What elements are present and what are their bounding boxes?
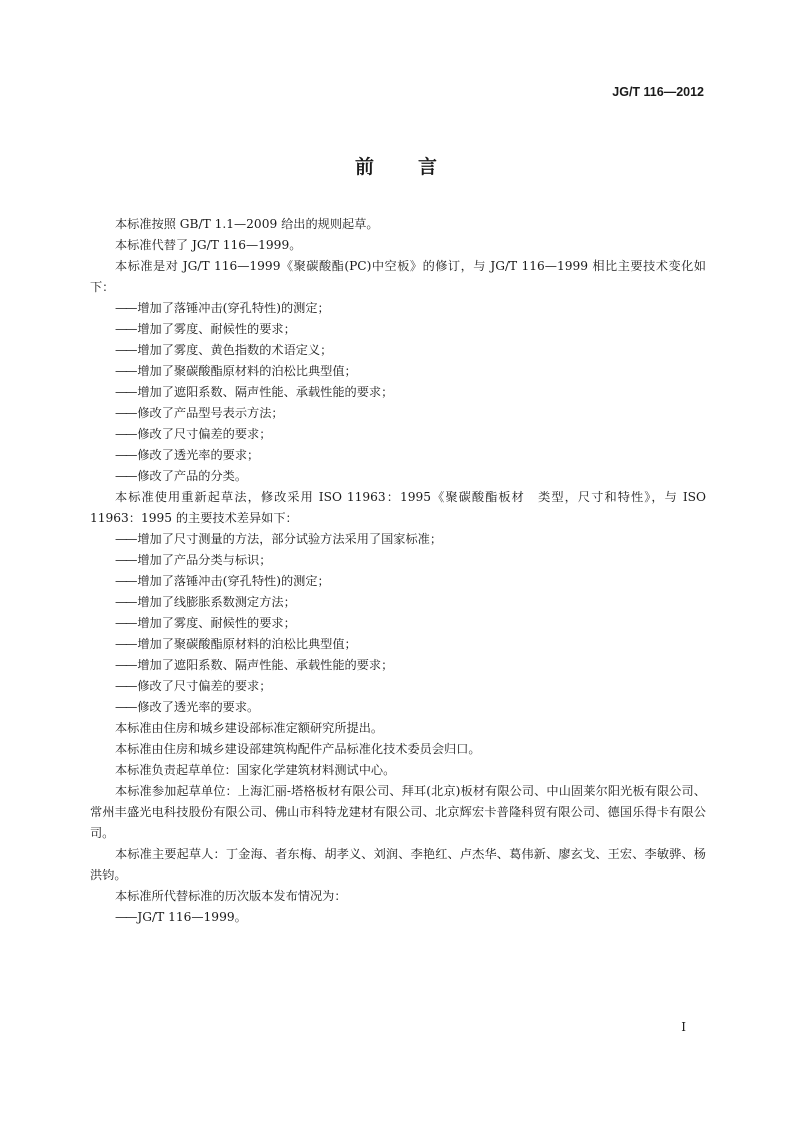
paragraph: 本标准所代替标准的历次版本发布情况为： bbox=[115, 889, 347, 903]
list-item: —— 修改了产品型号表示方法； bbox=[90, 403, 706, 424]
paragraph: 本标准负责起草单位：国家化学建筑材料测试中心。 bbox=[115, 763, 396, 777]
paragraph: 本标准参加起草单位：上海汇丽-塔格板材有限公司、拜耳(北京)板材有限公司、中山固莱尔阳光板有限公司、常州丰盛光电科技股份有限公司、佛山市科特龙建材有限公司、北京辉宏卡普隆科贸有限公司、德国乐得卡有限公司。 bbox=[90, 784, 706, 840]
paragraph: 本标准使用重新起草法，修改采用 ISO 11963：1995《聚碳酸酯板材 类型，尺寸和特性》，与 ISO 11963：1995 的主要技术差异如下： bbox=[90, 490, 706, 525]
list-item: —— 修改了透光率的要求； bbox=[90, 445, 706, 466]
list-item: —— JG/T 116—1999。 bbox=[90, 907, 706, 928]
list-item: —— 修改了尺寸偏差的要求； bbox=[90, 676, 706, 697]
title-char-2: 言 bbox=[418, 156, 440, 178]
page-number: I bbox=[681, 1020, 686, 1034]
paragraph: 本标准主要起草人：丁金海、者东梅、胡孝义、刘润、李艳红、卢杰华、葛伟新、廖玄戈、王宏、李敏骅、杨洪钧。 bbox=[90, 847, 706, 882]
list-item: —— 增加了产品分类与标识； bbox=[90, 550, 706, 571]
list-item: —— 增加了落锤冲击(穿孔特性)的测定； bbox=[90, 571, 706, 592]
paragraph: 本标准由住房和城乡建设部建筑构配件产品标准化技术委员会归口。 bbox=[115, 742, 481, 756]
list-item: —— 增加了雾度、耐候性的要求； bbox=[90, 319, 706, 340]
page-title bbox=[0, 152, 794, 179]
list-item: —— 增加了聚碳酸酯原材料的泊松比典型值； bbox=[90, 361, 706, 382]
list-item: —— 增加了线膨胀系数测定方法； bbox=[90, 592, 706, 613]
list-item: —— 增加了尺寸测量的方法，部分试验方法采用了国家标准； bbox=[90, 529, 706, 550]
list-item: —— 增加了雾度、黄色指数的术语定义； bbox=[90, 340, 706, 361]
list-item: —— 增加了遮阳系数、隔声性能、承载性能的要求； bbox=[90, 382, 706, 403]
list-item: —— 增加了遮阳系数、隔声性能、承载性能的要求； bbox=[90, 655, 706, 676]
list-item: —— 修改了产品的分类。 bbox=[90, 466, 706, 487]
list-item: —— 增加了落锤冲击(穿孔特性)的测定； bbox=[90, 298, 706, 319]
foreword-body bbox=[90, 214, 706, 928]
paragraph: 本标准由住房和城乡建设部标准定额研究所提出。 bbox=[115, 721, 384, 735]
standard-number: JG/T 116—2012 bbox=[612, 85, 704, 99]
title-char-1: 前 bbox=[354, 156, 376, 178]
list-item: —— 修改了尺寸偏差的要求； bbox=[90, 424, 706, 445]
paragraph: 本标准按照 GB/T 1.1—2009 给出的规则起草。 bbox=[115, 217, 379, 231]
paragraph: 本标准是对 JG/T 116—1999《聚碳酸酯(PC)中空板》的修订，与 JG/T 116—1999 相比主要技术变化如下： bbox=[90, 259, 706, 294]
paragraph: 本标准代替了 JG/T 116—1999。 bbox=[115, 238, 302, 252]
list-item: —— 增加了聚碳酸酯原材料的泊松比典型值； bbox=[90, 634, 706, 655]
list-item: —— 修改了透光率的要求。 bbox=[90, 697, 706, 718]
list-item: —— 增加了雾度、耐候性的要求； bbox=[90, 613, 706, 634]
